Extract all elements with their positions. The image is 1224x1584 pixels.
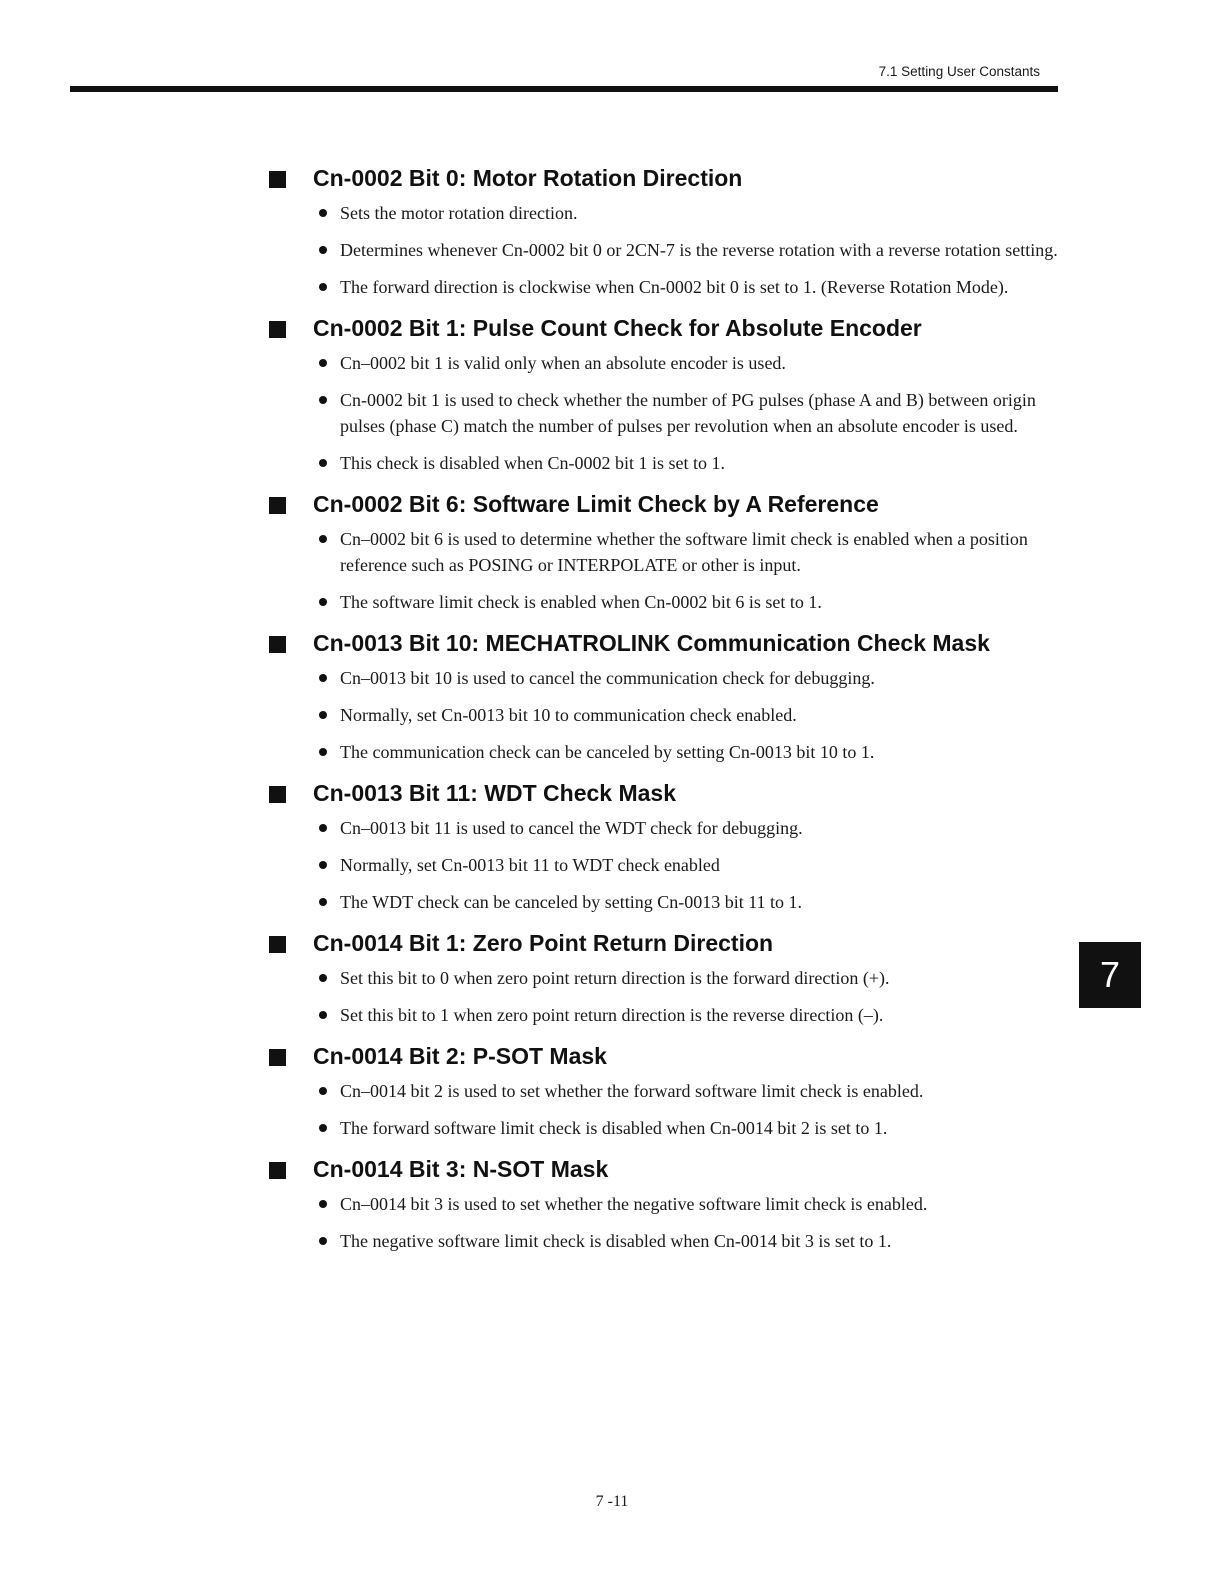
bullet-dot-icon bbox=[319, 861, 327, 869]
bullet-list bbox=[268, 526, 1058, 615]
bullet-text: Normally, set Cn-0013 bit 11 to WDT check enabled bbox=[340, 855, 720, 875]
bullet-text: The forward direction is clockwise when Cn-0002 bit 0 is set to 1. (Reverse Rotation Mode). bbox=[340, 277, 1009, 297]
bullet-item bbox=[268, 387, 1058, 439]
bullet-dot-icon bbox=[319, 598, 327, 606]
bullet-item bbox=[268, 1078, 1058, 1104]
section-square-icon bbox=[269, 1162, 286, 1179]
bullet-item bbox=[268, 965, 1058, 991]
bullet-dot-icon bbox=[319, 1011, 327, 1019]
bullet-text: Set this bit to 0 when zero point return direction is the forward direction (+). bbox=[340, 968, 890, 988]
section-square-icon bbox=[269, 1049, 286, 1066]
bullet-list bbox=[268, 1191, 1058, 1254]
bullet-item bbox=[268, 889, 1058, 915]
bullet-item bbox=[268, 237, 1058, 263]
bullet-dot-icon bbox=[319, 1124, 327, 1132]
bullet-text: The forward software limit check is disabled when Cn-0014 bit 2 is set to 1. bbox=[340, 1118, 888, 1138]
section-square-icon bbox=[269, 171, 286, 188]
section-title: Cn-0014 Bit 3: N-SOT Mask bbox=[313, 1156, 609, 1182]
section-square-icon bbox=[269, 497, 286, 514]
bullet-list bbox=[268, 1078, 1058, 1141]
bullet-item bbox=[268, 815, 1058, 841]
bullet-item bbox=[268, 665, 1058, 691]
bullet-dot-icon bbox=[319, 1200, 327, 1208]
bullet-text: Cn–0013 bit 10 is used to cancel the communication check for debugging. bbox=[340, 668, 875, 688]
bullet-dot-icon bbox=[319, 824, 327, 832]
bullet-dot-icon bbox=[319, 711, 327, 719]
section-cn0014-bit2 bbox=[268, 1040, 1058, 1141]
bullet-item bbox=[268, 1115, 1058, 1141]
section-cn0002-bit0 bbox=[268, 162, 1058, 300]
bullet-dot-icon bbox=[319, 246, 327, 254]
section-title: Cn-0002 Bit 1: Pulse Count Check for Absolute Encoder bbox=[313, 315, 922, 341]
bullet-item bbox=[268, 526, 1058, 578]
header-rule bbox=[70, 86, 1058, 92]
bullet-text: The negative software limit check is disabled when Cn-0014 bit 3 is set to 1. bbox=[340, 1231, 892, 1251]
section-square-icon bbox=[269, 321, 286, 338]
bullet-dot-icon bbox=[319, 396, 327, 404]
bullet-text: Cn-0002 bit 1 is used to check whether the number of PG pulses (phase A and B) between origin pulses (phase C) match the number of pulses per revolution when an absolute encoder is used. bbox=[340, 390, 1036, 436]
bullet-item bbox=[268, 350, 1058, 376]
section-square-icon bbox=[269, 786, 286, 803]
bullet-text: Normally, set Cn-0013 bit 10 to communication check enabled. bbox=[340, 705, 797, 725]
bullet-item bbox=[268, 589, 1058, 615]
section-cn0014-bit3 bbox=[268, 1153, 1058, 1254]
section-cn0002-bit1 bbox=[268, 312, 1058, 476]
bullet-dot-icon bbox=[319, 283, 327, 291]
bullet-text: Cn–0013 bit 11 is used to cancel the WDT check for debugging. bbox=[340, 818, 803, 838]
section-title: Cn-0002 Bit 0: Motor Rotation Direction bbox=[313, 165, 743, 191]
page-content bbox=[268, 162, 1058, 1266]
bullet-item bbox=[268, 274, 1058, 300]
bullet-text: The software limit check is enabled when Cn-0002 bit 6 is set to 1. bbox=[340, 592, 822, 612]
section-title: Cn-0014 Bit 2: P-SOT Mask bbox=[313, 1043, 607, 1069]
bullet-text: Cn–0014 bit 3 is used to set whether the negative software limit check is enabled. bbox=[340, 1194, 928, 1214]
bullet-list bbox=[268, 815, 1058, 915]
bullet-dot-icon bbox=[319, 1237, 327, 1245]
section-cn0013-bit10 bbox=[268, 627, 1058, 765]
bullet-text: This check is disabled when Cn-0002 bit 1 is set to 1. bbox=[340, 453, 725, 473]
section-title: Cn-0013 Bit 11: WDT Check Mask bbox=[313, 780, 677, 806]
bullet-text: Cn–0014 bit 2 is used to set whether the forward software limit check is enabled. bbox=[340, 1081, 924, 1101]
bullet-text: The communication check can be canceled by setting Cn-0013 bit 10 to 1. bbox=[340, 742, 875, 762]
bullet-dot-icon bbox=[319, 898, 327, 906]
bullet-text: Determines whenever Cn-0002 bit 0 or 2CN-7 is the reverse rotation with a reverse rotation setting. bbox=[340, 240, 1058, 260]
bullet-item bbox=[268, 1191, 1058, 1217]
bullet-list bbox=[268, 965, 1058, 1028]
section-title: Cn-0013 Bit 10: MECHATROLINK Communication Check Mask bbox=[313, 630, 990, 656]
bullet-text: Cn–0002 bit 6 is used to determine whether the software limit check is enabled when a position reference such as POSING or INTERPOLATE or other is input. bbox=[340, 529, 1028, 575]
running-header: 7.1 Setting User Constants bbox=[878, 64, 1040, 79]
bullet-item bbox=[268, 200, 1058, 226]
bullet-item bbox=[268, 450, 1058, 476]
bullet-item bbox=[268, 1002, 1058, 1028]
chapter-tab: 7 bbox=[1079, 942, 1141, 1008]
section-title: Cn-0002 Bit 6: Software Limit Check by A Reference bbox=[313, 491, 879, 517]
bullet-dot-icon bbox=[319, 359, 327, 367]
bullet-list bbox=[268, 200, 1058, 300]
bullet-item bbox=[268, 1228, 1058, 1254]
section-cn0002-bit6 bbox=[268, 488, 1058, 615]
bullet-dot-icon bbox=[319, 1087, 327, 1095]
bullet-list bbox=[268, 350, 1058, 476]
bullet-dot-icon bbox=[319, 974, 327, 982]
section-square-icon bbox=[269, 636, 286, 653]
bullet-dot-icon bbox=[319, 535, 327, 543]
bullet-text: Set this bit to 1 when zero point return direction is the reverse direction (–). bbox=[340, 1005, 884, 1025]
bullet-item bbox=[268, 739, 1058, 765]
section-cn0013-bit11 bbox=[268, 777, 1058, 915]
page-number: 7 -11 bbox=[595, 1493, 629, 1510]
section-title: Cn-0014 Bit 1: Zero Point Return Direction bbox=[313, 930, 774, 956]
bullet-item bbox=[268, 702, 1058, 728]
bullet-dot-icon bbox=[319, 674, 327, 682]
bullet-dot-icon bbox=[319, 459, 327, 467]
bullet-item bbox=[268, 852, 1058, 878]
section-cn0014-bit1 bbox=[268, 927, 1058, 1028]
bullet-text: Sets the motor rotation direction. bbox=[340, 203, 578, 223]
bullet-text: The WDT check can be canceled by setting Cn-0013 bit 11 to 1. bbox=[340, 892, 803, 912]
bullet-dot-icon bbox=[319, 209, 327, 217]
bullet-list bbox=[268, 665, 1058, 765]
section-square-icon bbox=[269, 936, 286, 953]
bullet-text: Cn–0002 bit 1 is valid only when an absolute encoder is used. bbox=[340, 353, 786, 373]
bullet-dot-icon bbox=[319, 748, 327, 756]
